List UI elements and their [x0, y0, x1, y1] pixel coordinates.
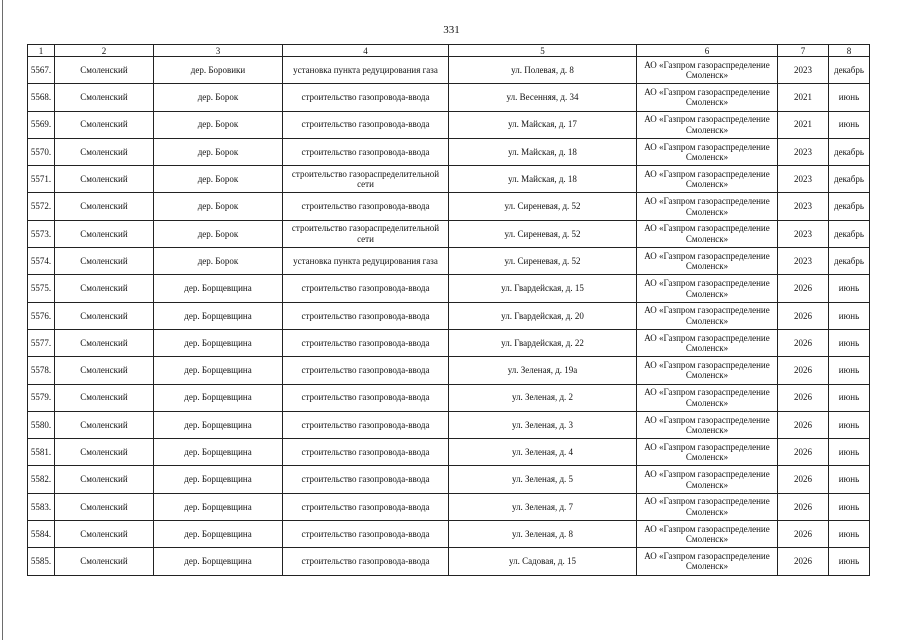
- settlement-cell: дер. Борщевщина: [154, 329, 283, 356]
- organization-cell: АО «Газпром газораспределение Смоленск»: [637, 220, 778, 247]
- table-row: [28, 275, 870, 302]
- table-row: [28, 248, 870, 275]
- year-cell: 2026: [778, 466, 829, 493]
- work-type-cell: строительство газопровода-ввода: [283, 138, 449, 165]
- organization-cell: АО «Газпром газораспределение Смоленск»: [637, 466, 778, 493]
- district-cell: Смоленский: [55, 84, 154, 111]
- table-row: [28, 466, 870, 493]
- organization-cell: АО «Газпром газораспределение Смоленск»: [637, 329, 778, 356]
- month-cell: июнь: [829, 521, 870, 548]
- row-number-cell: 5581.: [28, 439, 55, 466]
- address-cell: ул. Майская, д. 18: [449, 166, 637, 193]
- address-cell: ул. Зеленая, д. 4: [449, 439, 637, 466]
- work-type-cell: строительство газопровода-ввода: [283, 302, 449, 329]
- row-number-cell: 5580.: [28, 411, 55, 438]
- table-row: [28, 166, 870, 193]
- table-row: [28, 521, 870, 548]
- settlement-cell: дер. Борщевщина: [154, 466, 283, 493]
- header-row: [28, 45, 870, 57]
- gasification-table: [27, 44, 870, 576]
- table-row: [28, 57, 870, 84]
- header-cell-5: 5: [449, 45, 637, 57]
- table-row: [28, 439, 870, 466]
- district-cell: Смоленский: [55, 493, 154, 520]
- settlement-cell: дер. Борщевщина: [154, 275, 283, 302]
- organization-cell: АО «Газпром газораспределение Смоленск»: [637, 166, 778, 193]
- row-number-cell: 5572.: [28, 193, 55, 220]
- address-cell: ул. Сиреневая, д. 52: [449, 248, 637, 275]
- page-edge-line: [2, 0, 3, 640]
- month-cell: декабрь: [829, 193, 870, 220]
- address-cell: ул. Зеленая, д. 2: [449, 384, 637, 411]
- settlement-cell: дер. Борок: [154, 166, 283, 193]
- work-type-cell: строительство газопровода-ввода: [283, 548, 449, 575]
- year-cell: 2023: [778, 248, 829, 275]
- organization-cell: АО «Газпром газораспределение Смоленск»: [637, 138, 778, 165]
- work-type-cell: строительство газопровода-ввода: [283, 411, 449, 438]
- header-cell-7: 7: [778, 45, 829, 57]
- work-type-cell: строительство газопровода-ввода: [283, 384, 449, 411]
- district-cell: Смоленский: [55, 411, 154, 438]
- address-cell: ул. Садовая, д. 15: [449, 548, 637, 575]
- district-cell: Смоленский: [55, 302, 154, 329]
- row-number-cell: 5578.: [28, 357, 55, 384]
- organization-cell: АО «Газпром газораспределение Смоленск»: [637, 111, 778, 138]
- district-cell: Смоленский: [55, 138, 154, 165]
- row-number-cell: 5574.: [28, 248, 55, 275]
- district-cell: Смоленский: [55, 220, 154, 247]
- row-number-cell: 5570.: [28, 138, 55, 165]
- table-body: [28, 57, 870, 576]
- table-row: [28, 411, 870, 438]
- month-cell: июнь: [829, 302, 870, 329]
- address-cell: ул. Зеленая, д. 7: [449, 493, 637, 520]
- district-cell: Смоленский: [55, 193, 154, 220]
- work-type-cell: строительство газопровода-ввода: [283, 329, 449, 356]
- row-number-cell: 5577.: [28, 329, 55, 356]
- year-cell: 2026: [778, 302, 829, 329]
- work-type-cell: строительство газопровода-ввода: [283, 357, 449, 384]
- month-cell: июнь: [829, 466, 870, 493]
- page-number: 331: [443, 24, 460, 36]
- work-type-cell: строительство газопровода-ввода: [283, 193, 449, 220]
- district-cell: Смоленский: [55, 248, 154, 275]
- settlement-cell: дер. Борщевщина: [154, 302, 283, 329]
- row-number-cell: 5569.: [28, 111, 55, 138]
- organization-cell: АО «Газпром газораспределение Смоленск»: [637, 411, 778, 438]
- district-cell: Смоленский: [55, 166, 154, 193]
- address-cell: ул. Весенняя, д. 34: [449, 84, 637, 111]
- year-cell: 2026: [778, 357, 829, 384]
- month-cell: июнь: [829, 411, 870, 438]
- year-cell: 2023: [778, 166, 829, 193]
- settlement-cell: дер. Борщевщина: [154, 439, 283, 466]
- address-cell: ул. Майская, д. 18: [449, 138, 637, 165]
- work-type-cell: строительство газопровода-ввода: [283, 493, 449, 520]
- year-cell: 2026: [778, 329, 829, 356]
- organization-cell: АО «Газпром газораспределение Смоленск»: [637, 521, 778, 548]
- year-cell: 2021: [778, 111, 829, 138]
- year-cell: 2026: [778, 411, 829, 438]
- address-cell: ул. Зеленая, д. 8: [449, 521, 637, 548]
- month-cell: декабрь: [829, 166, 870, 193]
- month-cell: июнь: [829, 384, 870, 411]
- header-cell-4: 4: [283, 45, 449, 57]
- address-cell: ул. Гвардейская, д. 20: [449, 302, 637, 329]
- address-cell: ул. Полевая, д. 8: [449, 57, 637, 84]
- settlement-cell: дер. Борщевщина: [154, 548, 283, 575]
- row-number-cell: 5571.: [28, 166, 55, 193]
- settlement-cell: дер. Борок: [154, 138, 283, 165]
- year-cell: 2026: [778, 384, 829, 411]
- district-cell: Смоленский: [55, 548, 154, 575]
- settlement-cell: дер. Боровики: [154, 57, 283, 84]
- district-cell: Смоленский: [55, 111, 154, 138]
- year-cell: 2026: [778, 275, 829, 302]
- district-cell: Смоленский: [55, 57, 154, 84]
- table-row: [28, 138, 870, 165]
- month-cell: декабрь: [829, 138, 870, 165]
- settlement-cell: дер. Борщевщина: [154, 493, 283, 520]
- month-cell: июнь: [829, 84, 870, 111]
- month-cell: июнь: [829, 275, 870, 302]
- settlement-cell: дер. Борщевщина: [154, 384, 283, 411]
- settlement-cell: дер. Борщевщина: [154, 411, 283, 438]
- organization-cell: АО «Газпром газораспределение Смоленск»: [637, 84, 778, 111]
- district-cell: Смоленский: [55, 275, 154, 302]
- district-cell: Смоленский: [55, 357, 154, 384]
- address-cell: ул. Сиреневая, д. 52: [449, 193, 637, 220]
- month-cell: июнь: [829, 493, 870, 520]
- district-cell: Смоленский: [55, 439, 154, 466]
- table-row: [28, 111, 870, 138]
- organization-cell: АО «Газпром газораспределение Смоленск»: [637, 493, 778, 520]
- month-cell: декабрь: [829, 220, 870, 247]
- address-cell: ул. Зеленая, д. 5: [449, 466, 637, 493]
- organization-cell: АО «Газпром газораспределение Смоленск»: [637, 384, 778, 411]
- settlement-cell: дер. Борок: [154, 220, 283, 247]
- work-type-cell: установка пункта редуцирования газа: [283, 248, 449, 275]
- organization-cell: АО «Газпром газораспределение Смоленск»: [637, 548, 778, 575]
- work-type-cell: строительство газопровода-ввода: [283, 521, 449, 548]
- work-type-cell: строительство газопровода-ввода: [283, 111, 449, 138]
- settlement-cell: дер. Борщевщина: [154, 357, 283, 384]
- row-number-cell: 5582.: [28, 466, 55, 493]
- table-row: [28, 84, 870, 111]
- row-number-cell: 5568.: [28, 84, 55, 111]
- district-cell: Смоленский: [55, 384, 154, 411]
- work-type-cell: строительство газопровода-ввода: [283, 275, 449, 302]
- year-cell: 2026: [778, 548, 829, 575]
- address-cell: ул. Гвардейская, д. 22: [449, 329, 637, 356]
- organization-cell: АО «Газпром газораспределение Смоленск»: [637, 275, 778, 302]
- row-number-cell: 5567.: [28, 57, 55, 84]
- month-cell: декабрь: [829, 57, 870, 84]
- district-cell: Смоленский: [55, 521, 154, 548]
- table-row: [28, 329, 870, 356]
- table-row: [28, 193, 870, 220]
- year-cell: 2023: [778, 57, 829, 84]
- month-cell: июнь: [829, 439, 870, 466]
- work-type-cell: строительство газораспределительной сети: [283, 220, 449, 247]
- work-type-cell: строительство газопровода-ввода: [283, 439, 449, 466]
- header-cell-8: 8: [829, 45, 870, 57]
- row-number-cell: 5573.: [28, 220, 55, 247]
- year-cell: 2026: [778, 439, 829, 466]
- header-cell-6: 6: [637, 45, 778, 57]
- row-number-cell: 5579.: [28, 384, 55, 411]
- work-type-cell: установка пункта редуцирования газа: [283, 57, 449, 84]
- month-cell: июнь: [829, 329, 870, 356]
- address-cell: ул. Зеленая, д. 19а: [449, 357, 637, 384]
- year-cell: 2026: [778, 521, 829, 548]
- settlement-cell: дер. Борок: [154, 248, 283, 275]
- organization-cell: АО «Газпром газораспределение Смоленск»: [637, 193, 778, 220]
- address-cell: ул. Майская, д. 17: [449, 111, 637, 138]
- table-row: [28, 493, 870, 520]
- row-number-cell: 5576.: [28, 302, 55, 329]
- year-cell: 2026: [778, 493, 829, 520]
- header-cell-2: 2: [55, 45, 154, 57]
- header-cell-1: 1: [28, 45, 55, 57]
- settlement-cell: дер. Борок: [154, 111, 283, 138]
- table-row: [28, 548, 870, 575]
- organization-cell: АО «Газпром газораспределение Смоленск»: [637, 57, 778, 84]
- district-cell: Смоленский: [55, 466, 154, 493]
- header-cell-3: 3: [154, 45, 283, 57]
- row-number-cell: 5575.: [28, 275, 55, 302]
- address-cell: ул. Сиреневая, д. 52: [449, 220, 637, 247]
- row-number-cell: 5584.: [28, 521, 55, 548]
- row-number-cell: 5585.: [28, 548, 55, 575]
- work-type-cell: строительство газопровода-ввода: [283, 466, 449, 493]
- table-row: [28, 357, 870, 384]
- organization-cell: АО «Газпром газораспределение Смоленск»: [637, 302, 778, 329]
- year-cell: 2023: [778, 138, 829, 165]
- month-cell: июнь: [829, 357, 870, 384]
- year-cell: 2023: [778, 193, 829, 220]
- work-type-cell: строительство газораспределительной сети: [283, 166, 449, 193]
- address-cell: ул. Гвардейская, д. 15: [449, 275, 637, 302]
- organization-cell: АО «Газпром газораспределение Смоленск»: [637, 439, 778, 466]
- district-cell: Смоленский: [55, 329, 154, 356]
- table-row: [28, 384, 870, 411]
- table-row: [28, 220, 870, 247]
- month-cell: июнь: [829, 548, 870, 575]
- table-row: [28, 302, 870, 329]
- organization-cell: АО «Газпром газораспределение Смоленск»: [637, 357, 778, 384]
- year-cell: 2021: [778, 84, 829, 111]
- settlement-cell: дер. Борок: [154, 193, 283, 220]
- work-type-cell: строительство газопровода-ввода: [283, 84, 449, 111]
- address-cell: ул. Зеленая, д. 3: [449, 411, 637, 438]
- organization-cell: АО «Газпром газораспределение Смоленск»: [637, 248, 778, 275]
- settlement-cell: дер. Борок: [154, 84, 283, 111]
- month-cell: июнь: [829, 111, 870, 138]
- row-number-cell: 5583.: [28, 493, 55, 520]
- month-cell: декабрь: [829, 248, 870, 275]
- settlement-cell: дер. Борщевщина: [154, 521, 283, 548]
- year-cell: 2023: [778, 220, 829, 247]
